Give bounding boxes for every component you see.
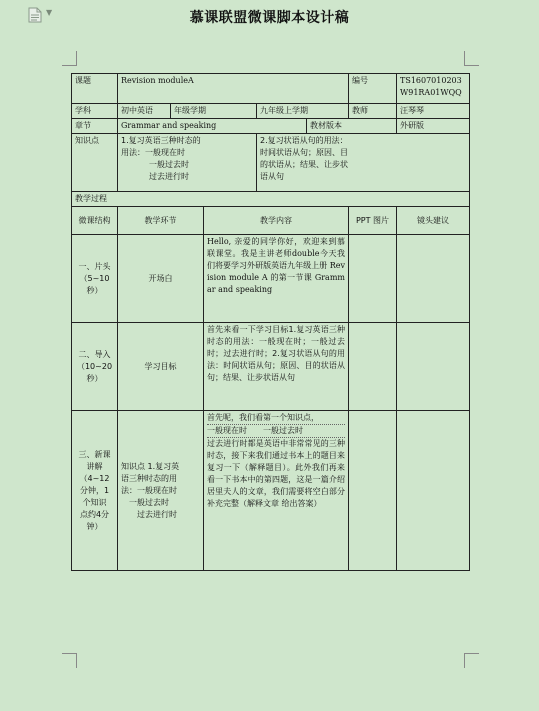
chapter-label: 章节	[72, 119, 118, 134]
edition-value: 外研版	[397, 119, 470, 134]
code-label: 编号	[349, 74, 397, 104]
knowledge-point-1: 1.复习英语三种时态的 用法：一般现在时 一般过去时 过去进行时	[118, 134, 257, 192]
content-cell: 首先呢，我们看第一个知识点， 一般现在时 一般过去时 过去进行时都是英语中非常常见的三种时态，接下来我们通过书本上的题目来复习一下（解释题目）。此外我们再来看一下书本中的第四题，这是一篇介绍居里夫人的文章，我们需要将空白部分补充完整（解释文章 给出答案）	[204, 411, 349, 571]
structure-cell: 一、片头 （5~10 秒）	[72, 235, 118, 323]
camera-cell	[397, 411, 470, 571]
subject-value: 初中英语	[118, 104, 171, 119]
topic-value: Revision moduleA	[118, 74, 349, 104]
content-cell: 首先来看一下学习目标1.复习英语三种时态的用法：一般现在时；一般过去时；过去进行时；2.复习状语从句的用法：时间状语从句；原因、目的状语从句；结果、让步状语从句	[204, 323, 349, 411]
camera-cell	[397, 323, 470, 411]
table-row	[72, 411, 470, 571]
topic-label: 课题	[72, 74, 118, 104]
table-row	[72, 323, 470, 411]
step-cell: 知识点 1.复习英 语三种时态的用 法：一般现在时 一般过去时 过去进行时	[118, 411, 204, 571]
column-header-ppt: PPT 图片	[349, 207, 397, 235]
structure-cell: 二、导入 （10~20 秒）	[72, 323, 118, 411]
column-header-camera: 镜头建议	[397, 207, 470, 235]
page-corner-mark	[62, 51, 77, 66]
subject-label: 学科	[72, 104, 118, 119]
code-value: TS1607010203 W91RA01WQQ	[397, 74, 470, 104]
column-header-content: 教学内容	[204, 207, 349, 235]
page-corner-mark	[62, 653, 77, 668]
grade-label: 年级学期	[171, 104, 257, 119]
chevron-down-icon[interactable]: ▼	[46, 8, 53, 17]
camera-cell	[397, 235, 470, 323]
script-design-table	[71, 73, 470, 571]
ppt-cell	[349, 323, 397, 411]
teacher-label: 教师	[349, 104, 397, 119]
page-corner-mark	[464, 51, 479, 66]
step-cell: 学习目标	[118, 323, 204, 411]
page-corner-mark	[464, 653, 479, 668]
knowledge-label: 知识点	[72, 134, 118, 192]
document-title: 慕课联盟微课脚本设计稿	[189, 10, 350, 26]
teacher-value: 汪琴琴	[397, 104, 470, 119]
edition-label: 教材版本	[307, 119, 397, 134]
knowledge-point-2: 2.复习状语从句的用法： 时间状语从句；原因、目 的状语从；结果、让步状 语从句	[257, 134, 470, 192]
content-cell: Hello, 亲爱的同学你好，欢迎来到慕联课堂。我是主讲老师double今天我们将要学习外研版英语九年级上册 Revision module A 的第一节课 Grammar and speaking	[204, 235, 349, 323]
step-cell: 开场白	[118, 235, 204, 323]
process-label: 教学过程	[72, 192, 470, 207]
column-header-structure: 微课结构	[72, 207, 118, 235]
chapter-value: Grammar and speaking	[118, 119, 307, 134]
grade-value: 九年级上学期	[257, 104, 349, 119]
column-header-step: 教学环节	[118, 207, 204, 235]
table-row	[72, 235, 470, 323]
structure-cell: 三、新课 讲解 （4~12 分钟，1 个知识 点约4分 钟）	[72, 411, 118, 571]
ppt-cell	[349, 235, 397, 323]
ppt-cell	[349, 411, 397, 571]
